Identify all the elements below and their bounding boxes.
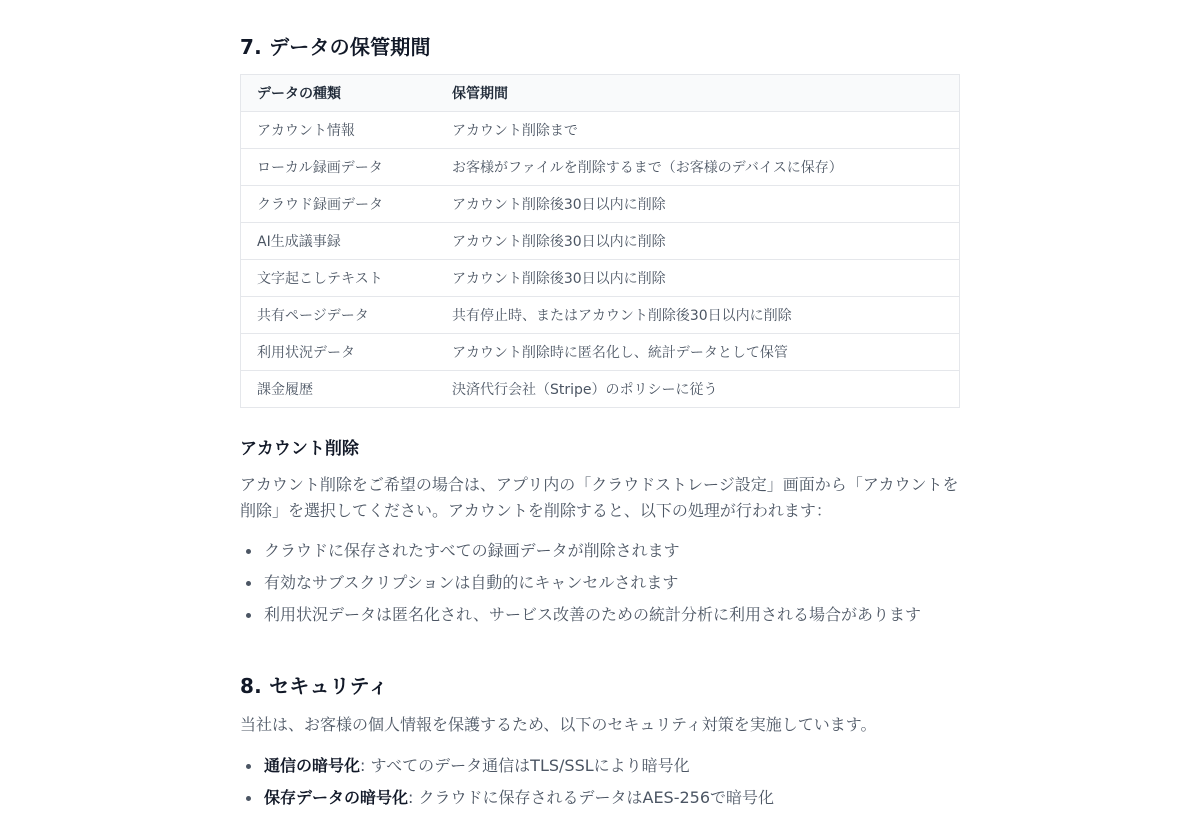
data-type-cell: AI生成議事録 (241, 223, 437, 260)
security-intro-paragraph: 当社は、お客様の個人情報を保護するため、以下のセキュリティ対策を実施しています。 (240, 715, 877, 734)
table-row (241, 112, 960, 149)
retention-table (240, 74, 960, 408)
data-type-cell: クラウド録画データ (241, 186, 437, 223)
table-row (241, 371, 960, 408)
bullet-icon (246, 764, 251, 769)
retention-period-cell: アカウント削除時に匿名化し、統計データとして保管 (436, 334, 960, 371)
section-7-heading: 7. データの保管期間 (240, 35, 431, 59)
bullet-icon (246, 796, 251, 801)
table-row (241, 149, 960, 186)
data-type-cell: 共有ページデータ (241, 297, 437, 334)
list-item (240, 567, 960, 599)
table-header-row (241, 75, 960, 112)
retention-period-cell: お客様がファイルを削除するまで（お客様のデバイスに保存） (436, 149, 960, 186)
table-row (241, 297, 960, 334)
security-measures-list (240, 750, 960, 814)
retention-period-cell: アカウント削除後30日以内に削除 (436, 186, 960, 223)
table-row (241, 260, 960, 297)
security-term: 通信の暗号化 (264, 756, 361, 775)
list-item (240, 750, 960, 782)
retention-period-cell: 共有停止時、またはアカウント削除後30日以内に削除 (436, 297, 960, 334)
data-type-cell: ローカル録画データ (241, 149, 437, 186)
bullet-icon (246, 549, 251, 554)
retention-period-cell: アカウント削除後30日以内に削除 (436, 223, 960, 260)
table-row (241, 334, 960, 371)
bullet-icon (246, 581, 251, 586)
table-row (241, 186, 960, 223)
retention-period-cell: 決済代行会社（Stripe）のポリシーに従う (452, 382, 718, 398)
list-item-text: クラウドに保存されたすべての録画データが削除されます (264, 541, 680, 560)
table-row (241, 223, 960, 260)
header-data-type: データの種類 (241, 75, 437, 112)
account-deletion-paragraph: アカウント削除をご希望の場合は、アプリ内の「クラウドストレージ設定」画面から「アカウントを削除」を選択してください。アカウントを削除すると、以下の処理が行われます： (240, 475, 959, 520)
data-type-cell: アカウント情報 (241, 112, 437, 149)
list-item (240, 782, 960, 814)
list-item-text: 利用状況データは匿名化され、サービス改善のための統計分析に利用される場合があります (264, 605, 921, 624)
bullet-icon (246, 613, 251, 618)
account-deletion-heading: アカウント削除 (240, 439, 359, 459)
header-retention-period: 保管期間 (436, 75, 960, 112)
retention-period-cell: アカウント削除まで (436, 112, 960, 149)
data-type-cell: 文字起こしテキスト (241, 260, 437, 297)
security-term: 保存データの暗号化 (264, 788, 409, 807)
section-8-heading: 8. セキュリティ (240, 674, 389, 698)
security-description: : クラウドに保存されるデータはAES-256で暗号化 (408, 788, 775, 807)
data-type-cell: 課金履歴 (257, 382, 313, 398)
deletion-effects-list (240, 535, 960, 631)
security-description: : すべてのデータ通信はTLS/SSLにより暗号化 (360, 756, 690, 775)
retention-period-cell: アカウント削除後30日以内に削除 (436, 260, 960, 297)
list-item-text: 有効なサブスクリプションは自動的にキャンセルされます (264, 573, 679, 592)
list-item (240, 535, 960, 567)
list-item (240, 599, 960, 631)
data-type-cell: 利用状況データ (241, 334, 437, 371)
